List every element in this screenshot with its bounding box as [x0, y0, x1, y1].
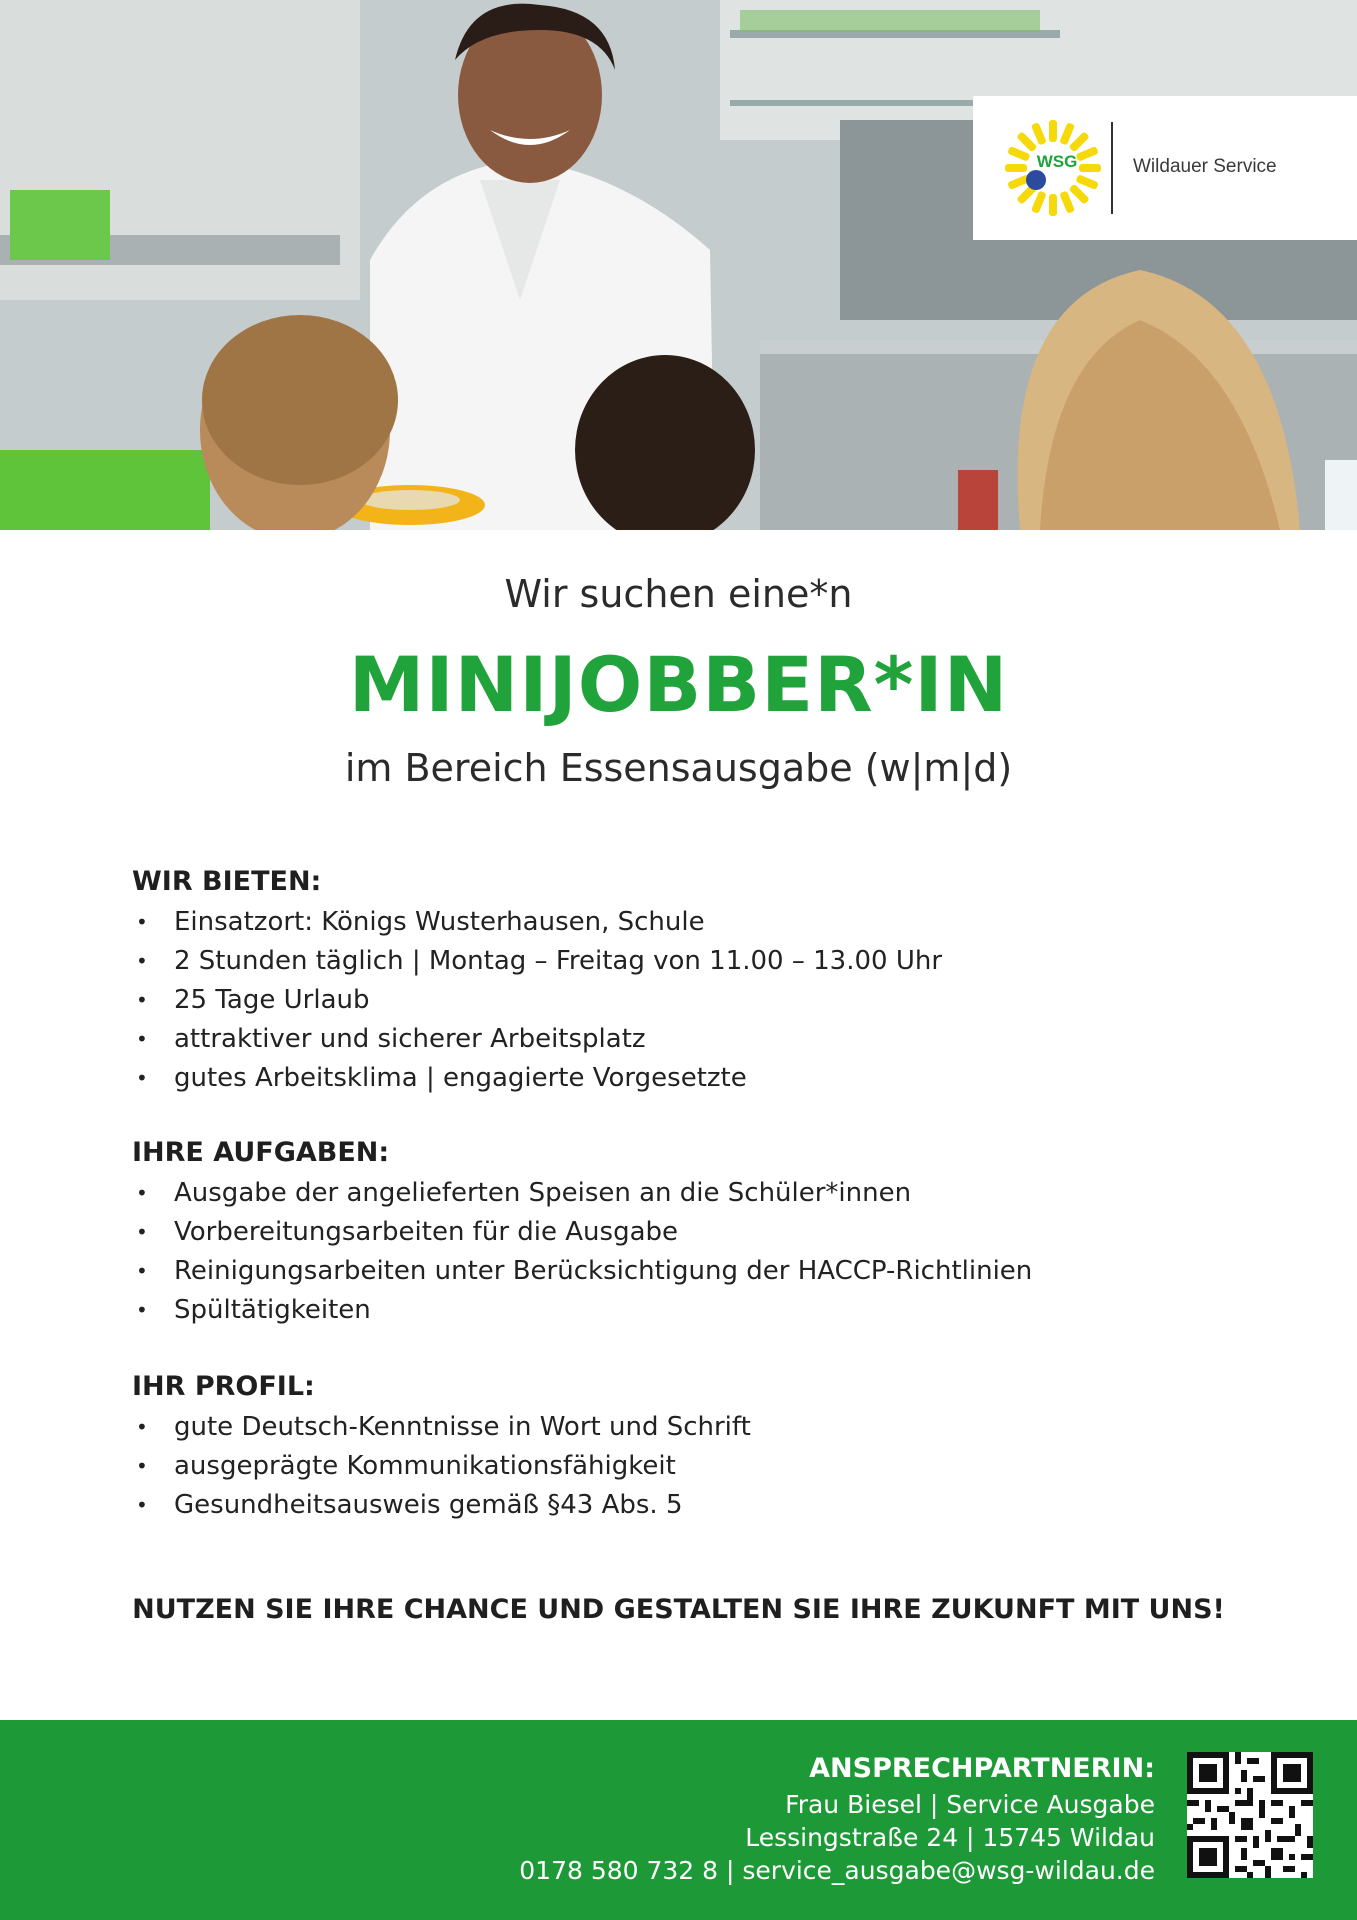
- contact-title: ANSPRECHPARTNERIN:: [809, 1753, 1155, 1784]
- section-title: WIR BIETEN:: [132, 866, 322, 897]
- bullet: •: [136, 1220, 148, 1244]
- bullet: •: [136, 949, 148, 973]
- bullet: •: [136, 1415, 148, 1439]
- list-item-text: Vorbereitungsarbeiten für die Ausgabe: [174, 1217, 679, 1247]
- bullet: •: [136, 1493, 148, 1517]
- list-item-text: Spültätigkeiten: [174, 1295, 371, 1325]
- contact-phone-email[interactable]: 0178 580 732 8 | service_ausgabe@wsg-wildau.de: [519, 1856, 1155, 1885]
- logo-mark-text: WSG: [1036, 152, 1078, 171]
- bullet: •: [136, 1066, 148, 1090]
- company-logo-box: [973, 96, 1357, 240]
- job-title: MINIJOBBER*IN: [348, 640, 1009, 729]
- bullet: •: [136, 1259, 148, 1283]
- list-item-text: Einsatzort: Königs Wusterhausen, Schule: [174, 907, 705, 937]
- section-title: IHR PROFIL:: [132, 1371, 315, 1402]
- list-item-text: gute Deutsch-Kenntnisse in Wort und Schrift: [174, 1412, 751, 1442]
- list-item-text: ausgeprägte Kommunikationsfähigkeit: [174, 1451, 676, 1481]
- list-item-text: Gesundheitsausweis gemäß §43 Abs. 5: [174, 1490, 683, 1520]
- contact-footer: [0, 1720, 1357, 1920]
- list-item: [132, 1486, 1232, 1525]
- section-offer: [132, 866, 1232, 1098]
- qr-code[interactable]: [1187, 1752, 1313, 1878]
- list-item: [132, 1252, 1232, 1291]
- list-item: [132, 1213, 1232, 1252]
- contact-address: Lessingstraße 24 | 15745 Wildau: [745, 1823, 1155, 1852]
- bullet: •: [136, 1298, 148, 1322]
- list-item: [132, 981, 1232, 1020]
- list-item: [132, 1447, 1232, 1486]
- offer-list: [132, 903, 1232, 1098]
- list-item: [132, 942, 1232, 981]
- section-profile: [132, 1371, 1232, 1525]
- list-item-text: Ausgabe der angelieferten Speisen an die Schüler*innen: [174, 1178, 912, 1208]
- bullet: •: [136, 1027, 148, 1051]
- list-item: [132, 1020, 1232, 1059]
- section-tasks: [132, 1137, 1232, 1330]
- list-item-text: Reinigungsarbeiten unter Berücksichtigung der HACCP-Richtlinien: [174, 1256, 1033, 1286]
- list-item-text: gutes Arbeitsklima | engagierte Vorgesetzte: [174, 1063, 747, 1093]
- section-title: IHRE AUFGABEN:: [132, 1137, 390, 1168]
- bullet: •: [136, 1454, 148, 1478]
- job-area: im Bereich Essensausgabe (w|m|d): [344, 746, 1013, 790]
- hero-photo: [0, 0, 1357, 530]
- tasks-list: [132, 1174, 1232, 1330]
- list-item: [132, 903, 1232, 942]
- qr-code-icon: [1187, 1752, 1313, 1878]
- list-item-text: attraktiver und sicherer Arbeitsplatz: [174, 1024, 646, 1054]
- list-item: [132, 1059, 1232, 1098]
- list-item: [132, 1408, 1232, 1447]
- list-item-text: 25 Tage Urlaub: [174, 985, 370, 1015]
- bullet: •: [136, 910, 148, 934]
- profile-list: [132, 1408, 1232, 1525]
- headline-intro: Wir suchen eine*n: [504, 572, 853, 616]
- contact-block: [519, 1750, 1155, 1887]
- cafeteria-scene-illustration: [0, 0, 1357, 530]
- list-item: [132, 1174, 1232, 1213]
- bullet: •: [136, 988, 148, 1012]
- logo-divider: [1111, 122, 1113, 214]
- contact-person: Frau Biesel | Service Ausgabe: [785, 1790, 1155, 1819]
- company-name: Wildauer Service: [1133, 156, 1277, 177]
- call-to-action: NUTZEN SIE IHRE CHANCE UND GESTALTEN SIE IHRE ZUKUNFT MIT UNS!: [132, 1594, 1225, 1625]
- list-item: [132, 1291, 1232, 1330]
- list-item-text: 2 Stunden täglich | Montag – Freitag von 11.00 – 13.00 Uhr: [174, 946, 943, 976]
- wsg-sun-logo-icon: [1003, 118, 1103, 218]
- bullet: •: [136, 1181, 148, 1205]
